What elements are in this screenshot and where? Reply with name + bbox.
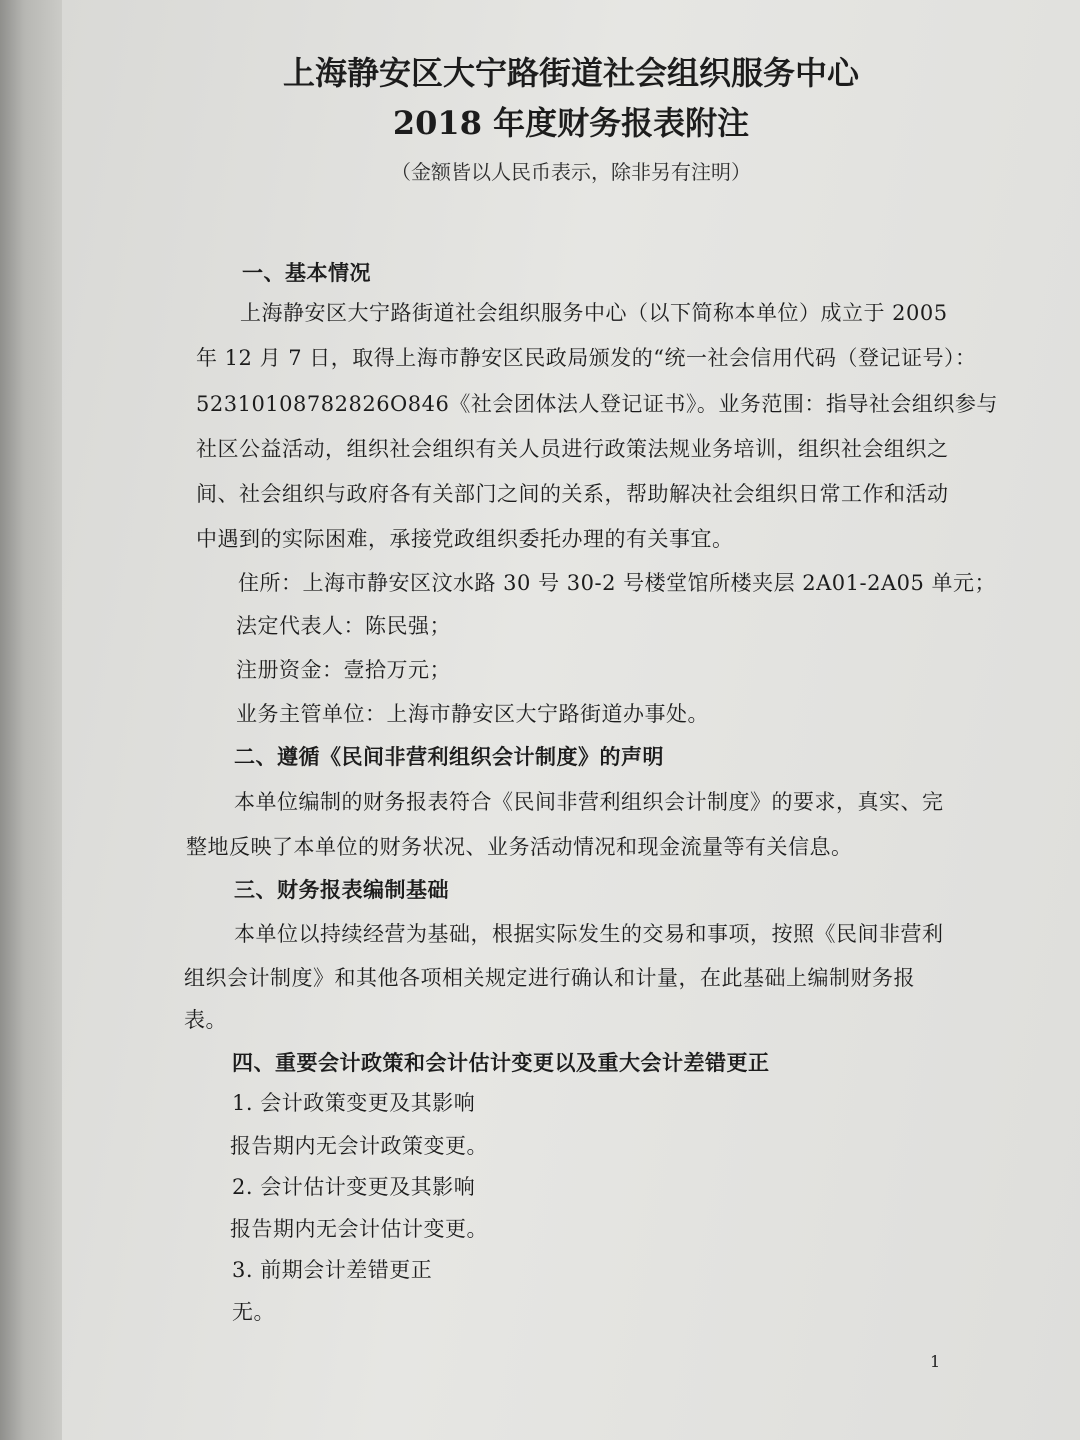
document-subtitle: （金额皆以人民币表示，除非另有注明） <box>391 160 751 184</box>
section1-para-line: 间、社会组织与政府各有关部门之间的关系，帮助解决社会组织日常工作和活动 <box>196 482 949 506</box>
section3-para-line: 本单位以持续经营为基础，根据实际发生的交易和事项，按照《民间非营利 <box>234 922 944 946</box>
address-line: 住所：上海市静安区汶水路 30 号 30-2 号楼堂馆所楼夹层 2A01-2A05 单元； <box>238 571 997 595</box>
legal-representative-line: 法定代表人：陈民强； <box>236 614 451 638</box>
section4-item-text: 报告期内无会计政策变更。 <box>230 1134 488 1158</box>
section1-para-line: 上海静安区大宁路街道社会组织服务中心（以下简称本单位）成立于 2005 <box>240 301 948 325</box>
page-number: 1 <box>930 1352 941 1371</box>
section1-heading: 一、基本情况 <box>242 260 371 285</box>
supervisor-unit-line: 业务主管单位：上海市静安区大宁路街道办事处。 <box>236 702 709 726</box>
section4-item-title: 3. 前期会计差错更正 <box>232 1258 433 1282</box>
section3-para-line: 表。 <box>184 1008 227 1032</box>
section1-para-line: 社区公益活动，组织社会组织有关人员进行政策法规业务培训，组织社会组织之 <box>196 437 949 461</box>
section4-item-text: 无。 <box>232 1300 275 1324</box>
section3-para-line: 组织会计制度》和其他各项相关规定进行确认和计量，在此基础上编制财务报 <box>184 966 915 990</box>
document-title-line2: 2018 年度财务报表附注 <box>392 104 750 142</box>
section2-para-line: 整地反映了本单位的财务状况、业务活动情况和现金流量等有关信息。 <box>186 835 853 859</box>
section1-para-line: 年 12 月 7 日，取得上海市静安区民政局颁发的“统一社会信用代码（登记证号）： <box>196 346 977 370</box>
section4-item-title: 2. 会计估计变更及其影响 <box>232 1175 476 1199</box>
document-page <box>62 0 1080 1440</box>
section4-heading: 四、重要会计政策和会计估计变更以及重大会计差错更正 <box>232 1050 770 1075</box>
section1-para-line: 52310108782826O846《社会团体法人登记证书》。业务范围：指导社会组织参与 <box>196 392 998 416</box>
registered-capital-line: 注册资金：壹拾万元； <box>236 658 451 682</box>
photo-background-edge <box>0 0 62 1440</box>
section2-heading: 二、遵循《民间非营利组织会计制度》的声明 <box>234 744 664 769</box>
section3-heading: 三、财务报表编制基础 <box>234 877 449 902</box>
section4-item-title: 1. 会计政策变更及其影响 <box>232 1091 476 1115</box>
section4-item-text: 报告期内无会计估计变更。 <box>230 1217 488 1241</box>
section1-para-line: 中遇到的实际困难，承接党政组织委托办理的有关事宜。 <box>196 527 734 551</box>
document-title-line1: 上海静安区大宁路街道社会组织服务中心 <box>282 54 859 92</box>
section2-para-line: 本单位编制的财务报表符合《民间非营利组织会计制度》的要求，真实、完 <box>234 790 944 814</box>
